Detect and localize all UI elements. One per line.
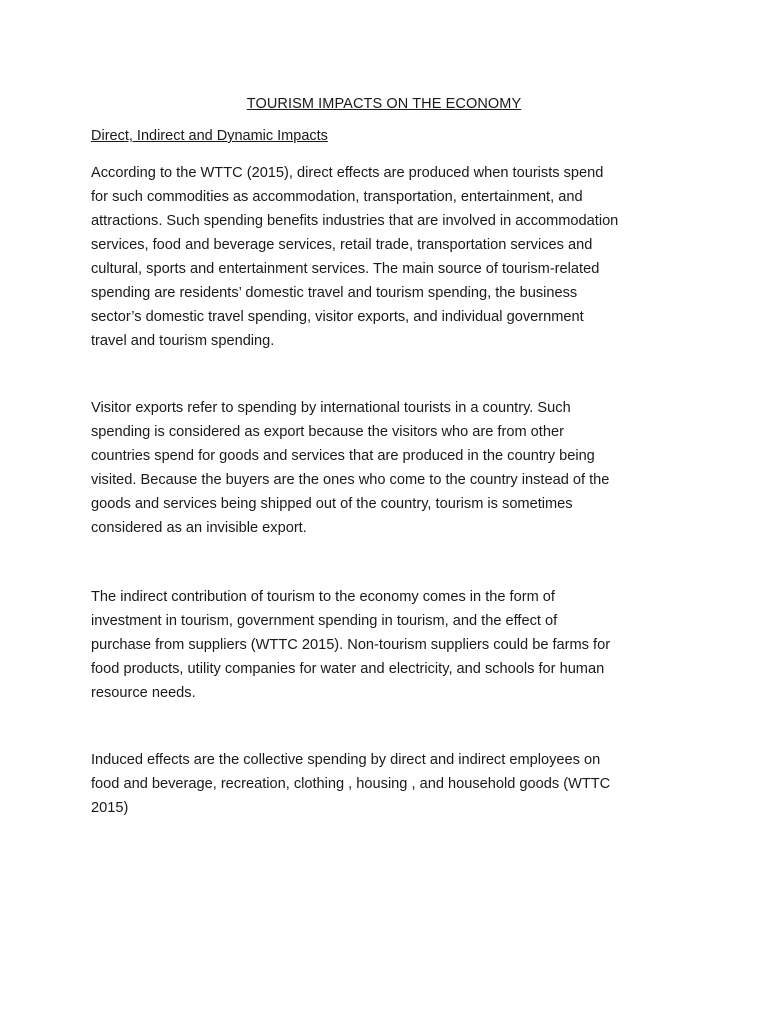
paragraph-line: sector’s domestic travel spending, visitor exports, and individual government [91,309,584,325]
paragraph-line: services, food and beverage services, retail trade, transportation services and [91,237,593,253]
paragraph-line: According to the WTTC (2015), direct effects are produced when tourists spend [91,165,604,181]
paragraph-line: investment in tourism, government spending in tourism, and the effect of [91,613,558,629]
paragraph-line: cultural, sports and entertainment services. The main source of tourism-related [91,261,600,277]
paragraph-line: spending is considered as export because the visitors who are from other [91,424,564,440]
paragraph-line: countries spend for goods and services that are produced in the country being [91,448,595,464]
paragraph-line: The indirect contribution of tourism to the economy comes in the form of [91,589,555,605]
document-title: TOURISM IMPACTS ON THE ECONOMY [246,96,522,112]
paragraph-visitor-exports [91,396,691,540]
paragraph-line: attractions. Such spending benefits industries that are involved in accommodation [91,213,619,229]
paragraph-line: considered as an invisible export. [91,520,307,536]
paragraph-indirect-contribution [91,585,691,705]
paragraph-line: spending are residents’ domestic travel and tourism spending, the business [91,285,578,301]
paragraph-line: purchase from suppliers (WTTC 2015). Non-tourism suppliers could be farms for [91,637,611,653]
paragraph-line: food and beverage, recreation, clothing , housing , and household goods (WTTC [91,776,611,792]
paragraph-induced-effects [91,748,691,820]
paragraph-direct-effects [91,161,691,353]
paragraph-line: 2015) [91,800,129,816]
paragraph-line: Visitor exports refer to spending by international tourists in a country. Such [91,400,571,416]
paragraph-line: for such commodities as accommodation, transportation, entertainment, and [91,189,583,205]
paragraph-line: travel and tourism spending. [91,333,275,349]
paragraph-line: resource needs. [91,685,196,701]
paragraph-line: food products, utility companies for water and electricity, and schools for human [91,661,605,677]
paragraph-line: goods and services being shipped out of the country, tourism is sometimes [91,496,573,512]
paragraph-line: visited. Because the buyers are the ones who come to the country instead of the [91,472,610,488]
paragraph-line: Induced effects are the collective spending by direct and indirect employees on [91,752,601,768]
section-heading: Direct, Indirect and Dynamic Impacts [91,128,328,144]
